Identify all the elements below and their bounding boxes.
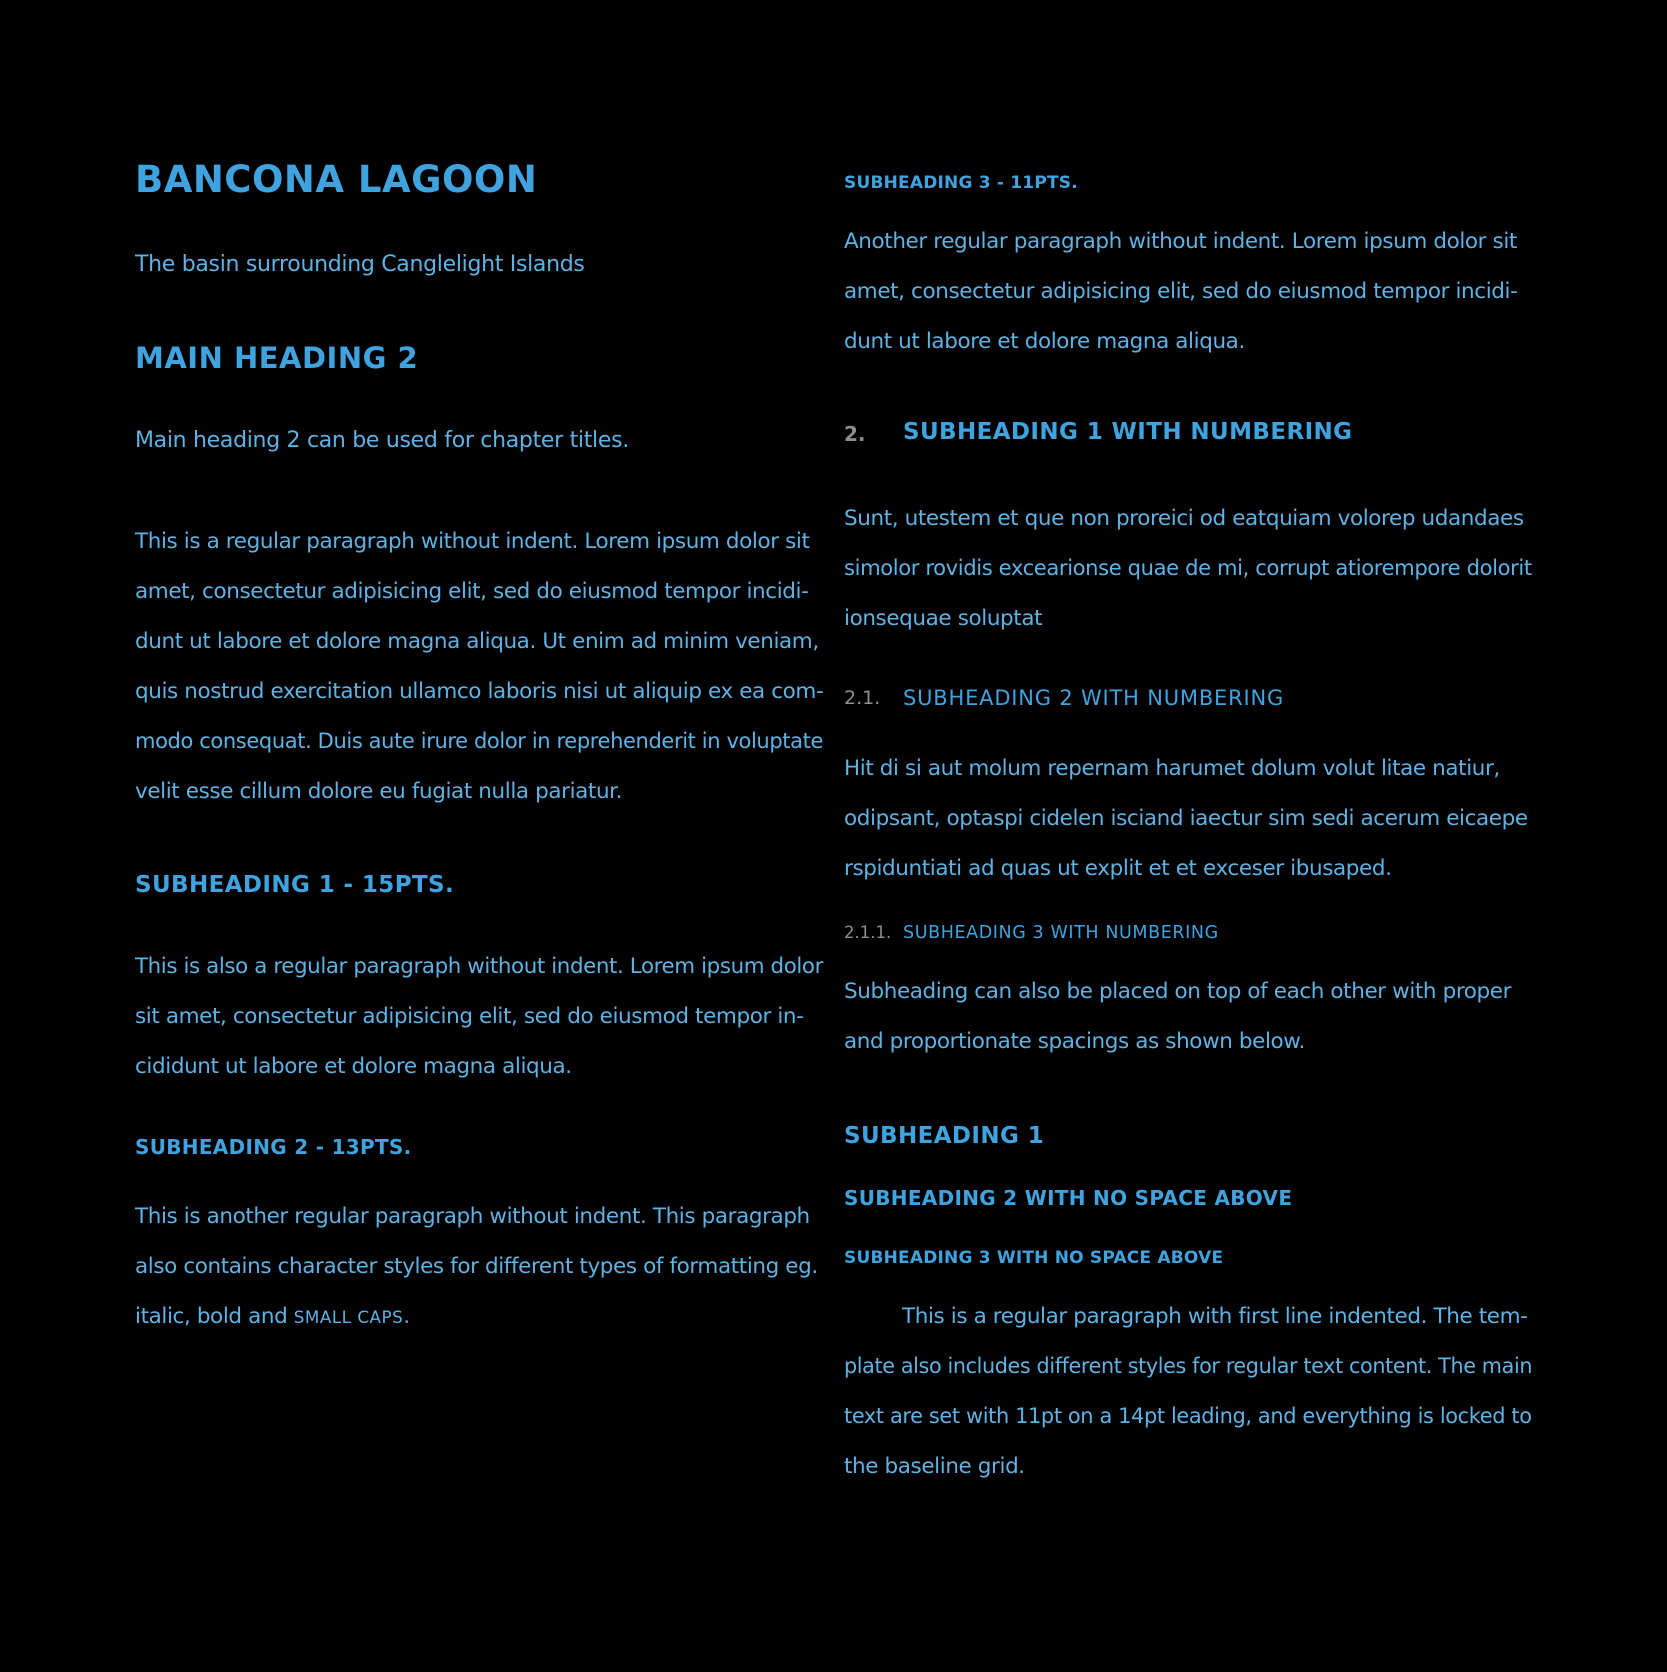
subheading-3-11pts: SUBHEADING 3 - 11PTS. xyxy=(844,173,1078,193)
heading-number: 2.1.1. xyxy=(844,923,892,942)
numbered-subheading-2 xyxy=(844,686,1285,710)
heading-number: 2.1. xyxy=(844,687,881,709)
stacked-subheading-2: SUBHEADING 2 WITH NO SPACE ABOVE xyxy=(844,1186,1293,1210)
stacked-subheading-3: SUBHEADING 3 WITH NO SPACE ABOVE xyxy=(844,1248,1224,1268)
page-subtitle: The basin surrounding Canglelight Islands xyxy=(135,252,585,277)
paragraph-line: quis nostrud exercitation ullamco laboris nisi ut aliquip ex ea com- xyxy=(135,679,824,704)
paragraph-line: This is a regular paragraph with first line indented. The tem- xyxy=(902,1304,1528,1329)
paragraph-line xyxy=(135,1292,818,1342)
subheading-2-with-numbering: SUBHEADING 2 WITH NUMBERING xyxy=(903,686,1285,710)
paragraph-line: ionsequae soluptat xyxy=(844,606,1043,631)
paragraph-line: Hit di si aut molum repernam harumet dolum volut litae natiur, xyxy=(844,756,1500,781)
paragraph-line: dunt ut labore et dolore magna aliqua. xyxy=(844,329,1245,354)
paragraph-line: amet, consectetur adipisicing elit, sed do eiusmod tempor incidi- xyxy=(844,279,1518,304)
paragraph-numbered-2 xyxy=(844,744,1528,894)
paragraph-character-styles xyxy=(135,1192,818,1342)
heading-number: 2. xyxy=(844,422,866,446)
paragraph-line: This is another regular paragraph without indent. This paragraph xyxy=(135,1204,810,1229)
subheading-1-with-numbering: SUBHEADING 1 WITH NUMBERING xyxy=(903,419,1353,445)
paragraph-line: text are set with 11pt on a 14pt leading, and everything is locked to xyxy=(844,1404,1532,1429)
stacked-subheading-1: SUBHEADING 1 xyxy=(844,1123,1045,1149)
paragraph-line: sit amet, consectetur adipisicing elit, sed do eiusmod tempor in- xyxy=(135,1004,804,1029)
paragraph-line: Sunt, utestem et que non proreici od eatquiam volorep udandaes xyxy=(844,506,1524,531)
paragraph-numbered-3 xyxy=(844,967,1511,1067)
paragraph-line: This is also a regular paragraph without indent. Lorem ipsum dolor xyxy=(135,954,824,979)
paragraph-regular-3 xyxy=(844,217,1517,367)
paragraph-line: the baseline grid. xyxy=(844,1454,1025,1479)
paragraph-line: odipsant, optaspi cidelen isciand iaectur sim sedi acerum eicaepe xyxy=(844,806,1528,831)
paragraph-text: italic, bold and xyxy=(135,1304,294,1329)
paragraph-line: and proportionate spacings as shown below. xyxy=(844,1029,1305,1054)
paragraph-line: plate also includes different styles for regular text content. The main xyxy=(844,1354,1533,1379)
paragraph-line: This is a regular paragraph without indent. Lorem ipsum dolor sit xyxy=(135,529,810,554)
paragraph-line: cididunt ut labore et dolore magna aliqua. xyxy=(135,1054,572,1079)
paragraph-line: Subheading can also be placed on top of each other with proper xyxy=(844,979,1512,1004)
paragraph-first-line-indented xyxy=(844,1292,1557,1492)
paragraph-regular-1 xyxy=(135,517,839,817)
paragraph-line: dunt ut labore et dolore magna aliqua. Ut enim ad minim veniam, xyxy=(135,629,819,654)
paragraph-line: Another regular paragraph without indent. Lorem ipsum dolor sit xyxy=(844,229,1517,254)
subheading-3-with-numbering: SUBHEADING 3 WITH NUMBERING xyxy=(903,923,1219,943)
paragraph-line: amet, consectetur adipisicing elit, sed do eiusmod tempor incidi- xyxy=(135,579,809,604)
small-caps-text: SMALL CAPS xyxy=(293,1307,404,1327)
subheading-2-13pts: SUBHEADING 2 - 13PTS. xyxy=(135,1135,412,1159)
numbered-subheading-3 xyxy=(844,923,1219,943)
paragraph-line: modo consequat. Duis aute irure dolor in reprehenderit in voluptate xyxy=(135,729,823,754)
numbered-subheading-1 xyxy=(844,419,1353,446)
paragraph-line: rspiduntiati ad quas ut explit et et exceser ibusaped. xyxy=(844,856,1392,881)
paragraph-regular-2 xyxy=(135,942,827,1092)
paragraph-line: also contains character styles for different types of formatting eg. xyxy=(135,1254,818,1279)
paragraph-line: simolor rovidis excearionse quae de mi, corrupt atiorempore dolorit xyxy=(844,556,1532,581)
main-heading-2-description: Main heading 2 can be used for chapter titles. xyxy=(135,428,629,453)
paragraph-line: velit esse cillum dolore eu fugiat nulla pariatur. xyxy=(135,779,623,804)
page-title: BANCONA LAGOON xyxy=(135,158,538,201)
paragraph-text: . xyxy=(403,1304,410,1329)
subheading-1-15pts: SUBHEADING 1 - 15PTS. xyxy=(135,872,455,898)
paragraph-numbered-1 xyxy=(844,494,1545,644)
main-heading-2: MAIN HEADING 2 xyxy=(135,341,419,375)
